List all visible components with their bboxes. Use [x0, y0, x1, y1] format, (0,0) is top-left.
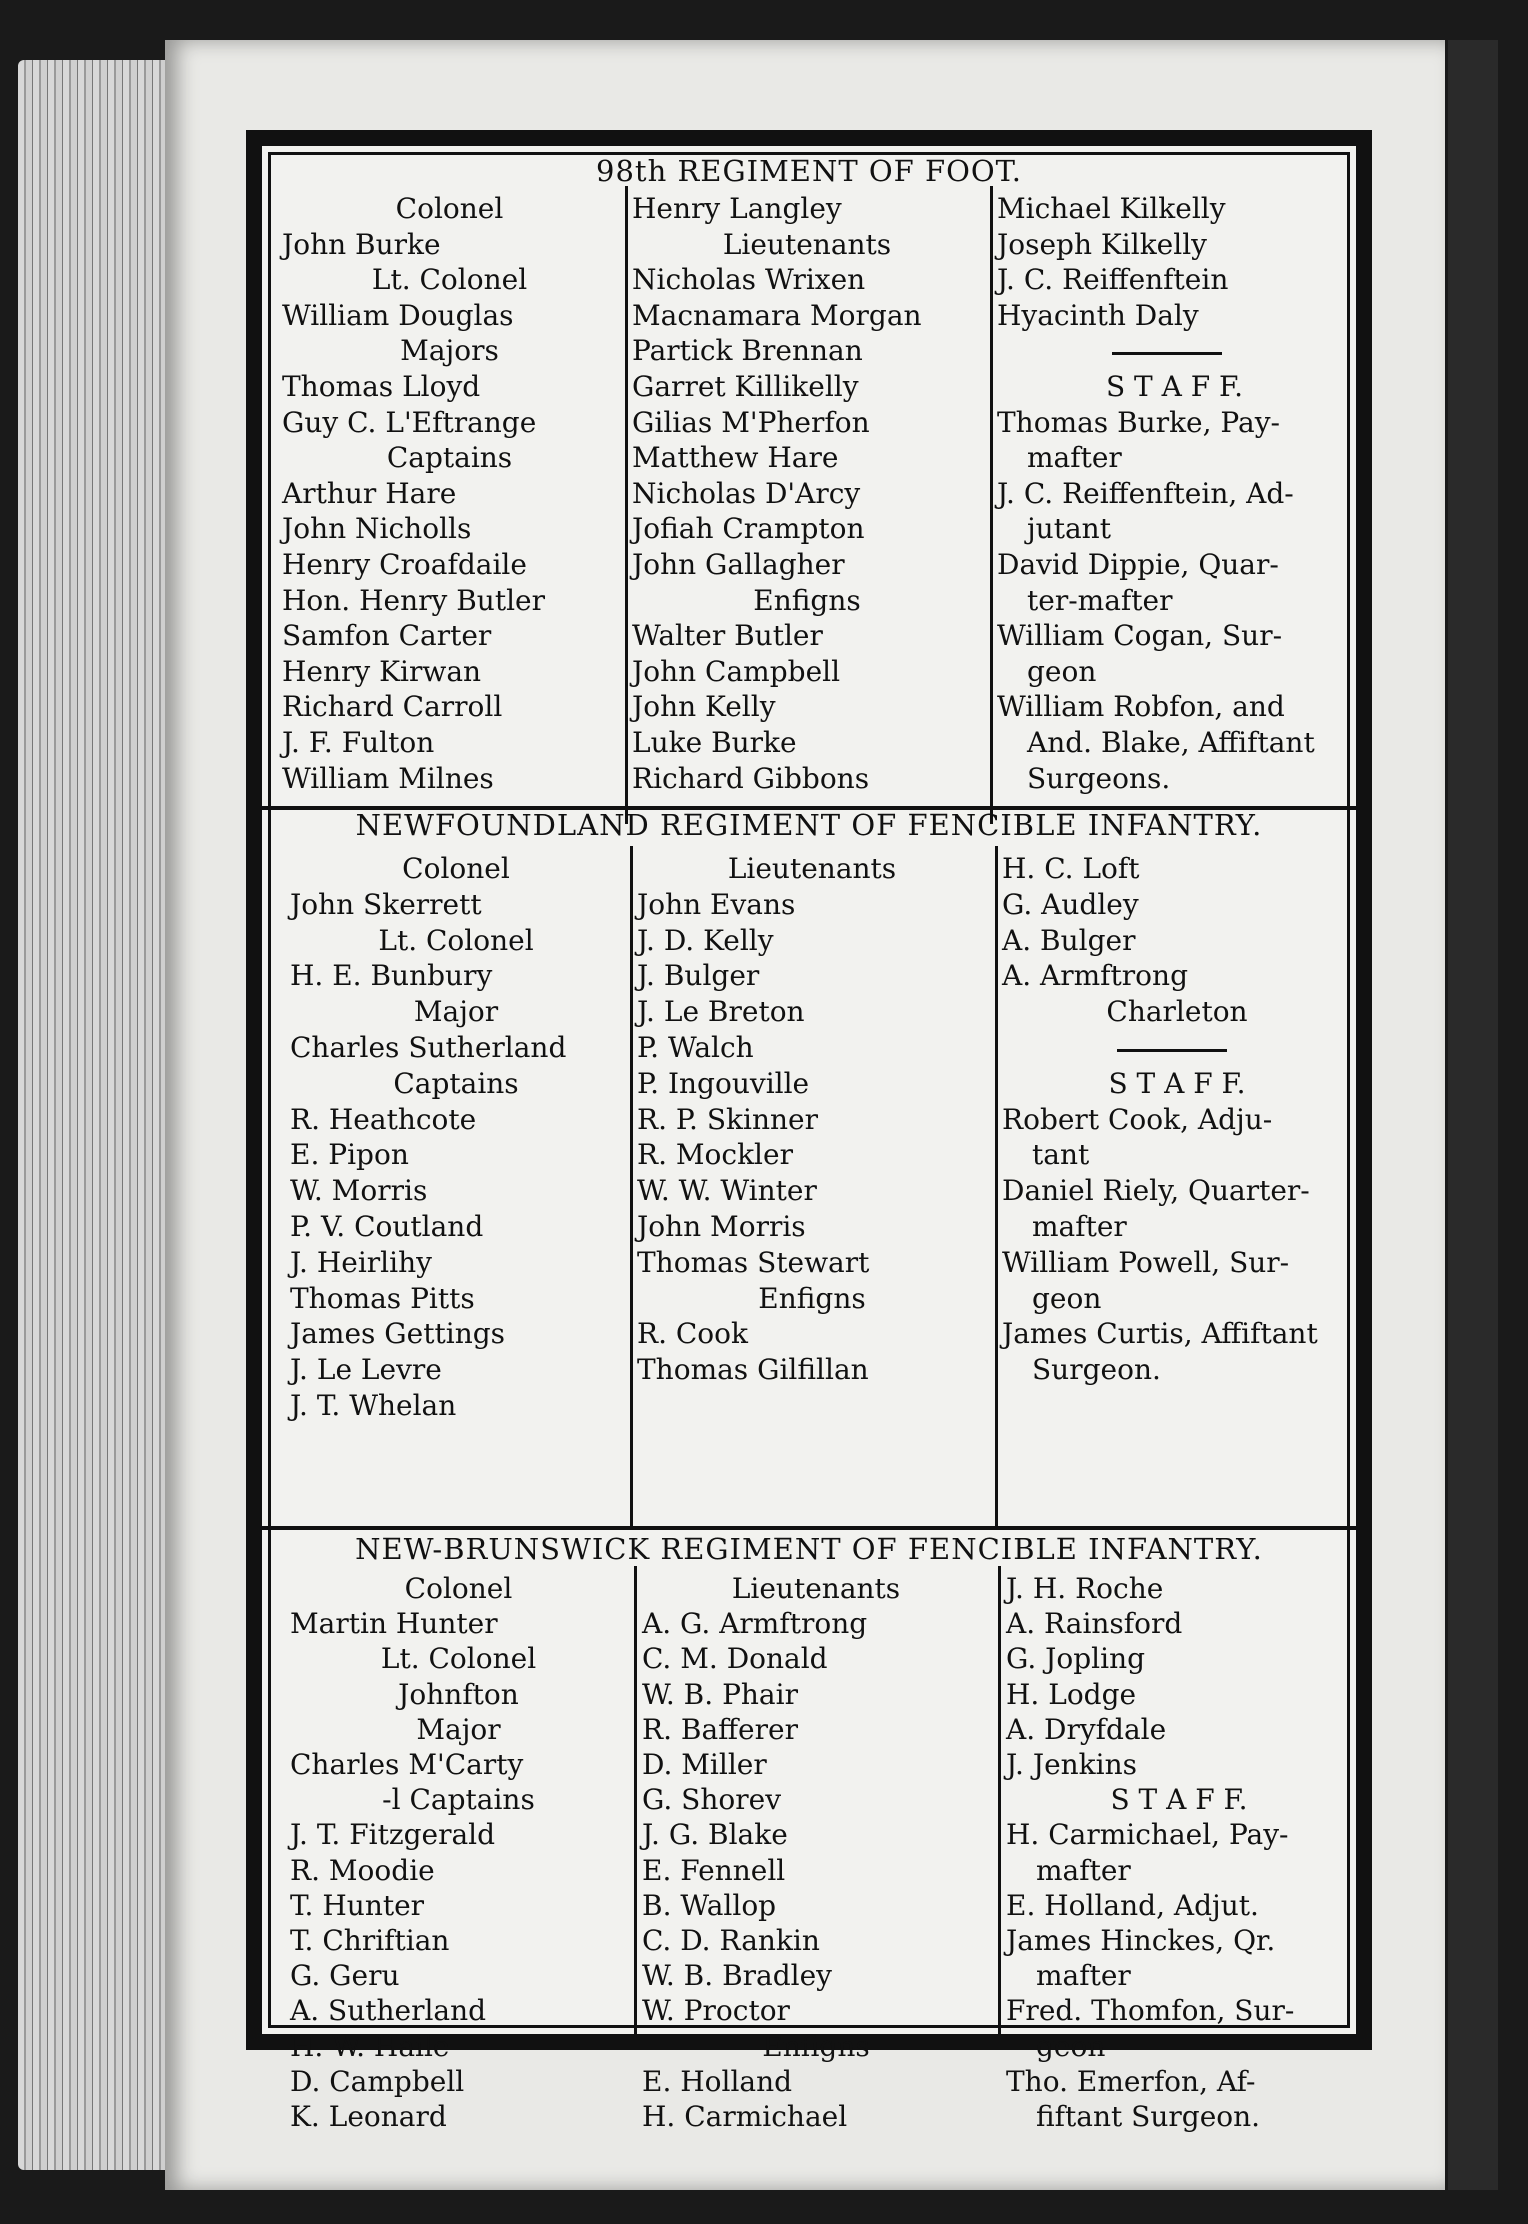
officer-name: W. Proctor [642, 1994, 790, 2028]
officer-name: Henry Kirwan [282, 654, 482, 688]
officer-name: D. Campbell [290, 2064, 465, 2098]
officer-name: W. Morris [290, 1174, 428, 1208]
officer-name: John Kelly [632, 690, 776, 724]
officer-name: William Douglas [282, 298, 514, 332]
officer-name: D. Miller [642, 1748, 767, 1781]
officer-name: J. Jenkins [1006, 1748, 1138, 1781]
rank-heading: Lt. Colonel [378, 923, 534, 957]
officer-name: H. E. Bunbury [290, 959, 493, 993]
officer-name: Charles Sutherland [290, 1031, 567, 1064]
rank-heading: Lieutenants [731, 1572, 901, 1605]
officer-name: William Robfon, and [997, 690, 1285, 724]
rank-heading: S T A F F. [1105, 370, 1244, 403]
officer-name: A. Dryfdale [1006, 1712, 1167, 1746]
officer-name: W. B. Phair [642, 1677, 798, 1711]
officer-name: H. Lodge [1006, 1677, 1137, 1711]
officer-name: mafter [1032, 1210, 1127, 1243]
officer-name: A. G. Armftrong [642, 1607, 868, 1641]
rank-heading: Majors [400, 334, 499, 368]
rank-heading: Enfigns [758, 1281, 866, 1315]
officer-name: geon [1027, 654, 1097, 688]
officer-name: J. D. Kelly [637, 923, 774, 957]
officer-name: Robert Cook, Adju- [1002, 1102, 1273, 1136]
rank-heading: Charleton [1106, 995, 1248, 1029]
officer-name: John Campbell [632, 654, 841, 688]
officer-name: Hon. Henry Butler [282, 583, 546, 617]
officer-name: Garret Killikelly [632, 370, 859, 403]
officer-name: James Curtis, Affiftant [1002, 1317, 1318, 1351]
rank-heading: -l Captains [382, 1783, 535, 1817]
rank-heading: Colonel [404, 1572, 513, 1605]
officer-name: E. Pipon [290, 1138, 409, 1172]
officer-name: Arthur Hare [282, 476, 457, 510]
officer-name: H. Carmichael [642, 2100, 848, 2133]
officer-name: C. D. Rankin [642, 1924, 820, 1957]
rank-heading: S T A F F. [1108, 1066, 1246, 1100]
rank-heading: Captains [393, 1066, 519, 1100]
officer-name: fiftant Surgeon. [1036, 2100, 1261, 2133]
rank-heading: Enfigns [762, 2029, 870, 2063]
officer-name: P. Ingouville [637, 1066, 810, 1100]
column-divider [990, 186, 993, 824]
rank-heading: Colonel [395, 192, 504, 225]
officer-name: Luke Burke [632, 726, 797, 759]
officer-name: William Cogan, Sur- [997, 619, 1283, 653]
officer-name: J. F. Fulton [282, 726, 435, 759]
rank-heading: Lieutenants [727, 852, 897, 885]
rank-heading: Lt. Colonel [371, 263, 528, 297]
officer-name: John Skerrett [290, 887, 482, 921]
book-page-edges [18, 60, 168, 2170]
officer-name: R. Bafferer [642, 1712, 798, 1746]
officer-name: T. Chriftian [290, 1924, 450, 1957]
officer-name: G. Jopling [1006, 1642, 1146, 1676]
officer-name: R. Heathcote [290, 1102, 477, 1136]
officer-name: Thomas Stewart [637, 1245, 870, 1279]
officer-name: Richard Carroll [282, 690, 503, 724]
rank-heading: Major [416, 1712, 501, 1746]
officer-name: H. C. Loft [1002, 852, 1140, 885]
page-gutter-shadow [1448, 40, 1498, 2190]
officer-name: J. Le Levre [290, 1353, 442, 1387]
rank-heading: Johnfton [398, 1677, 519, 1711]
officer-name: Joseph Kilkelly [997, 227, 1207, 261]
section-2-column-0 [290, 146, 627, 2133]
officer-name: John Morris [637, 1210, 806, 1243]
officer-name: W. B. Bradley [642, 1959, 832, 1993]
officer-name: James Hinckes, Qr. [1006, 1924, 1276, 1957]
officer-name: Fred. Thomfon, Sur- [1006, 1994, 1295, 2028]
regiment-list-frame [246, 130, 1372, 2133]
officer-name: Michael Kilkelly [997, 192, 1226, 225]
rank-heading: Major [413, 995, 499, 1029]
officer-name: R. Mockler [637, 1138, 793, 1172]
officer-name: Thomas Lloyd [282, 370, 481, 403]
officer-name: geon [1036, 2029, 1106, 2063]
section-title-new-brunswick-regiment: NEW-BRUNSWICK REGIMENT OF FENCIBLE INFANTRY. [355, 1532, 1263, 1566]
section-title-newfoundland-regiment: NEWFOUNDLAND REGIMENT OF FENCIBLE INFANTRY. [355, 808, 1263, 842]
officer-name: J. C. Reiffenftein, Ad- [997, 476, 1294, 510]
officer-name: Matthew Hare [632, 441, 839, 475]
officer-name: E. Holland, Adjut. [1006, 1888, 1259, 1922]
officer-name: G. Geru [290, 1959, 400, 1993]
officer-name: mafter [1036, 1853, 1131, 1887]
officer-name: John Evans [637, 887, 796, 921]
officer-name: Partick Brennan [632, 334, 863, 368]
officer-name: R. Cook [637, 1317, 748, 1351]
officer-name: J. G. Blake [642, 1818, 788, 1852]
officer-name: J. Bulger [637, 959, 760, 993]
rank-heading: Lt. Colonel [380, 1642, 537, 1676]
officer-name: H. Carmichael, Pay- [1006, 1818, 1289, 1852]
officer-name: William Powell, Sur- [1002, 1245, 1290, 1279]
officer-name: Surgeons. [1027, 761, 1171, 795]
officer-name: John Burke [282, 227, 441, 261]
officer-name: mafter [1027, 441, 1122, 475]
officer-name: Surgeon. [1032, 1353, 1161, 1387]
section-2-column-1 [642, 146, 990, 2133]
officer-name: Martin Hunter [290, 1607, 498, 1641]
officer-name: Thomas Pitts [290, 1281, 475, 1315]
officer-name: Guy C. L'Eftrange [282, 405, 537, 439]
officer-name: Thomas Gilfillan [637, 1353, 869, 1387]
officer-name: Gilias M'Pherfon [632, 405, 870, 439]
officer-name: A. Armftrong [1002, 959, 1188, 993]
officer-name: G. Shorev [642, 1783, 782, 1817]
officer-name: B. Wallop [642, 1888, 777, 1922]
officer-name: J. H. Roche [1006, 1572, 1164, 1605]
officer-name: Thomas Burke, Pay- [997, 405, 1280, 439]
officer-name: Nicholas D'Arcy [632, 476, 861, 510]
rank-heading: Colonel [402, 852, 510, 885]
officer-name: T. Hunter [290, 1888, 425, 1922]
officer-name: Henry Langley [632, 192, 842, 225]
officer-name: C. M. Donald [642, 1642, 828, 1676]
officer-name: Walter Butler [632, 619, 823, 653]
officer-name: William Milnes [282, 761, 494, 795]
section-2-column-2 [1006, 146, 1352, 2133]
rank-heading: Enfigns [753, 583, 861, 617]
officer-name: J. T. Whelan [290, 1389, 457, 1422]
officer-name: Hyacinth Daly [997, 298, 1199, 332]
officer-name: A. Bulger [1002, 923, 1136, 957]
officer-name: And. Blake, Affiftant [1027, 726, 1315, 759]
officer-name: John Gallagher [632, 548, 845, 581]
officer-name: J. C. Reiffenftein [997, 263, 1229, 297]
officer-name: Macnamara Morgan [632, 298, 922, 332]
officer-name: tant [1032, 1138, 1090, 1172]
officer-name: Charles M'Carty [290, 1748, 524, 1781]
officer-name: Daniel Riely, Quarter- [1002, 1174, 1310, 1208]
officer-name: P. Walch [637, 1031, 754, 1064]
officer-name: R. P. Skinner [637, 1102, 818, 1136]
rank-heading: S T A F F. [1110, 1783, 1248, 1817]
officer-name: jutant [1027, 512, 1111, 546]
officer-name: R. Moodie [290, 1853, 435, 1887]
officer-name: Samfon Carter [282, 619, 492, 653]
officer-name: H. W. Haile [290, 2029, 450, 2063]
officer-name: J. T. Fitzgerald [290, 1818, 496, 1852]
officer-name: ter-mafter [1027, 583, 1173, 617]
officer-name: Richard Gibbons [632, 761, 870, 795]
officer-name: E. Holland [642, 2064, 793, 2098]
officer-name: A. Rainsford [1006, 1607, 1183, 1641]
section-title-98th-regiment: 98th REGIMENT OF FOOT. [596, 154, 1022, 188]
officer-name: David Dippie, Quar- [997, 548, 1279, 581]
officer-name: James Gettings [290, 1317, 506, 1351]
officer-name: J. Le Breton [637, 995, 805, 1029]
officer-name: E. Fennell [642, 1853, 786, 1887]
officer-name: Jofiah Crampton [632, 512, 865, 546]
officer-name: J. Heirlihy [290, 1245, 432, 1279]
officer-name: A. Sutherland [290, 1994, 487, 2028]
officer-name: K. Leonard [290, 2100, 447, 2133]
officer-name: P. V. Coutland [290, 1210, 484, 1243]
rank-heading: Captains [386, 441, 513, 475]
officer-name: W. W. Winter [637, 1174, 817, 1208]
rank-heading: Lieutenants [722, 227, 892, 261]
officer-name: mafter [1036, 1959, 1131, 1993]
officer-name: geon [1032, 1281, 1102, 1315]
officer-name: Henry Croafdaile [282, 548, 527, 581]
officer-name: Nicholas Wrixen [632, 263, 866, 297]
officer-name: G. Audley [1002, 887, 1139, 921]
officer-name: Tho. Emerfon, Af- [1006, 2064, 1256, 2098]
officer-name: John Nicholls [282, 512, 472, 546]
